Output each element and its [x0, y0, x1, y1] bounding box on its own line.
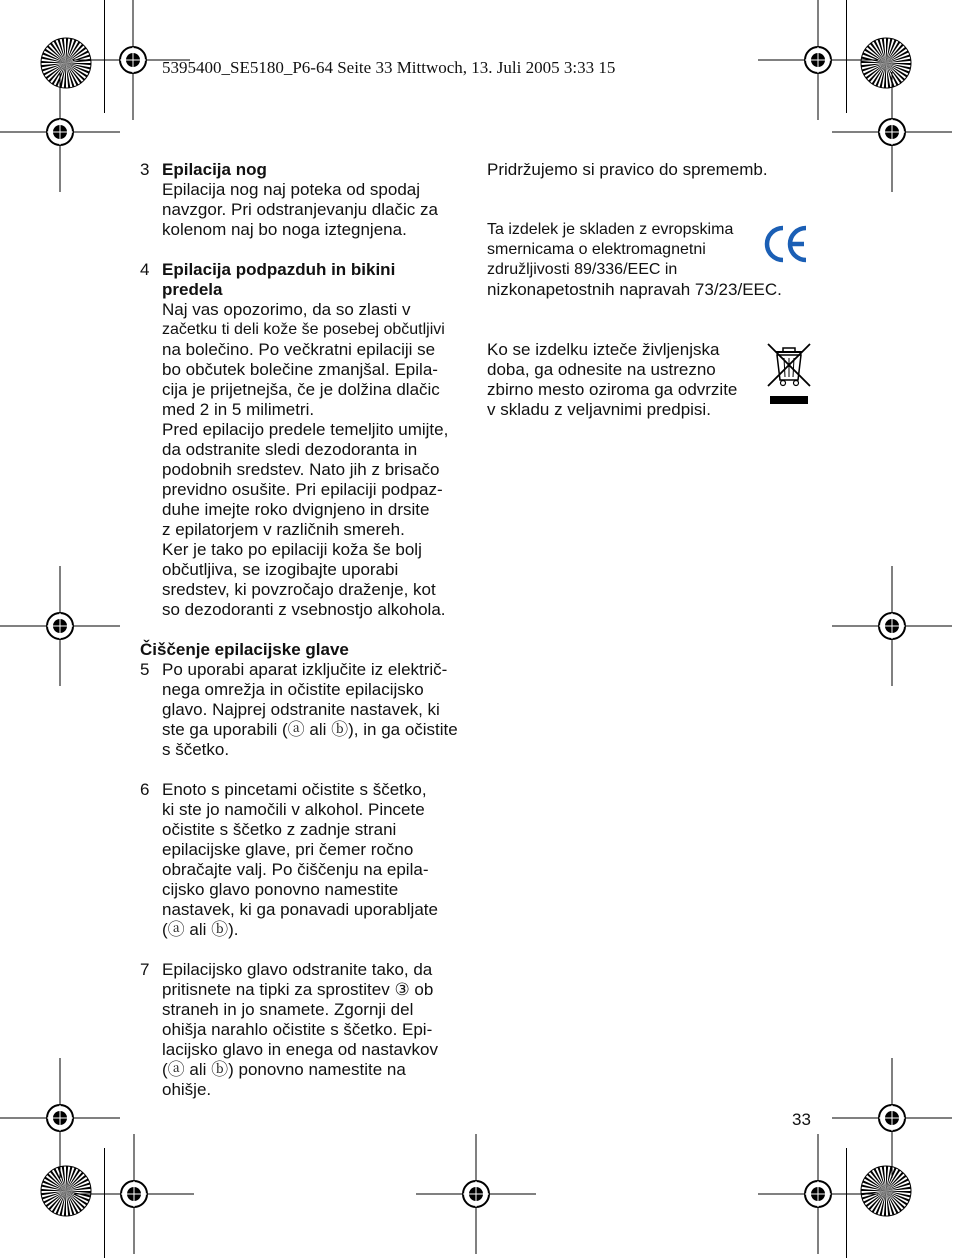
text-line: smernicama o elektromagnetni	[487, 241, 706, 258]
text-line: Enoto s pincetami očistite s ščetko,	[162, 780, 427, 799]
text-line: očistite s ščetko z zadnje strani	[162, 820, 397, 839]
text-line: začetku ti deli kože še posebej občutljivi	[162, 321, 445, 338]
text-line: da odstranite sledi dezodoranta in	[162, 440, 418, 459]
step-number: 6	[140, 780, 150, 799]
text-line: doba, ga odnesite na ustrezno	[487, 360, 716, 379]
text-line: ste ga uporabili (ⓐ ali ⓑ), in ga očistite	[162, 720, 458, 739]
text-line: Po uporabi aparat izključite iz električ-	[162, 660, 448, 679]
registration-mark-icon	[758, 1134, 878, 1254]
step-3	[140, 160, 470, 240]
step-title: Epilacija podpazduh in bikini	[162, 260, 396, 279]
text-line: v skladu z veljavnimi predpisi.	[487, 400, 711, 419]
step-number: 7	[140, 960, 150, 979]
text-line: cijsko glavo ponovno namestite	[162, 880, 399, 899]
step-title: predela	[162, 280, 223, 299]
text-line: Ko se izdelku izteče življenjska	[487, 340, 720, 359]
crossed-bin-icon	[766, 342, 812, 406]
text-line: Epilacijsko glavo odstranite tako, da	[162, 960, 433, 979]
step-5	[140, 660, 470, 760]
text-line: Pred epilacijo predele temeljito umijte,	[162, 420, 449, 439]
registration-mark-icon	[0, 566, 120, 686]
text-line: med 2 in 5 milimetri.	[162, 400, 315, 419]
section-heading: Čiščenje epilacijske glave	[140, 640, 349, 659]
step-number: 4	[140, 260, 150, 279]
text-line: zbirno mesto oziroma ga odvrzite	[487, 380, 738, 399]
changes-notice: Pridržujemo si pravico do sprememb.	[487, 160, 768, 179]
text-line: nizkonapetostnih napravah 73/23/EEC.	[487, 280, 782, 299]
text-line: bo občutek bolečine zmanjšal. Epila-	[162, 360, 438, 379]
step-6	[140, 780, 470, 940]
ce-mark-icon	[762, 222, 810, 266]
text-line: Ta izdelek je skladen z evropskima	[487, 221, 734, 238]
step-title: Epilacija nog	[162, 160, 267, 179]
text-line: lacijsko glavo in enega od nastavkov	[162, 1040, 438, 1059]
text-line: (ⓐ ali ⓑ) ponovno namestite na	[162, 1060, 406, 1079]
text-line: podobnih sredstev. Nato jih z brisačo	[162, 460, 440, 479]
text-line: kolenom naj bo noga iztegnjena.	[162, 220, 407, 239]
text-line: epilacijske glave, pri čemer ročno	[162, 840, 414, 859]
left-column	[140, 160, 470, 1100]
text-line: na bolečino. Po večkratni epilaciji se	[162, 340, 436, 359]
text-line: ohišje.	[162, 1080, 212, 1099]
text-line: Epilacija nog naj poteka od spodaj	[162, 180, 421, 199]
text-line: so dezodoranti z vsebnostjo alkohola.	[162, 600, 446, 619]
registration-mark-icon	[74, 1134, 194, 1254]
text-line: nega omrežja in očistite epilacijsko	[162, 680, 424, 699]
text-line: s ščetko.	[162, 740, 230, 759]
text-line: nastavek, ki ga ponavadi uporabljate	[162, 900, 438, 919]
registration-mark-icon	[832, 72, 952, 192]
text-line: Naj vas opozorimo, da so zlasti v	[162, 300, 411, 319]
text-line: cija je prijetnejša, če je dolžina dlačic	[162, 380, 440, 399]
text-line: sredstev, ki povzročajo draženje, kot	[162, 580, 436, 599]
text-line: duhe imejte roko dvignjeno in drsite	[162, 500, 430, 519]
text-line: (ⓐ ali ⓑ).	[162, 920, 239, 939]
text-line: previdno osušite. Pri epilaciji podpaz-	[162, 480, 443, 499]
text-line: združljivosti 89/336/EEC in	[487, 261, 678, 278]
text-line: Ker je tako po epilaciji koža še bolj	[162, 540, 422, 559]
text-line: ki ste jo namočili v alkohol. Pincete	[162, 800, 425, 819]
print-header: 5395400_SE5180_P6-64 Seite 33 Mittwoch, 13. Juli 2005 3:33 15	[162, 58, 616, 77]
step-number: 5	[140, 660, 150, 679]
text-line: pritisnete na tipki za sprostitev ③ ob	[162, 980, 434, 999]
registration-mark-icon	[832, 566, 952, 686]
text-line: straneh in jo snamete. Zgornji del	[162, 1000, 414, 1019]
text-line: navzgor. Pri odstranjevanju dlačic za	[162, 200, 438, 219]
step-7	[140, 960, 470, 1100]
svg-text:CE: CE	[762, 222, 764, 223]
text-line: ohišja narahlo očistite s ščetko. Epi-	[162, 1020, 433, 1039]
step-number: 3	[140, 160, 150, 179]
step-4	[140, 260, 470, 620]
registration-mark-icon	[416, 1134, 536, 1254]
text-line: z epilatorjem v različnih smereh.	[162, 520, 405, 539]
text-line: glavo. Najprej odstranite nastavek, ki	[162, 700, 440, 719]
page-number: 33	[792, 1110, 811, 1129]
right-column	[487, 160, 817, 180]
registration-mark-icon	[0, 72, 120, 192]
text-line: obračajte valj. Po čiščenju na epila-	[162, 860, 429, 879]
text-line: občutljiva, se izogibajte uporabi	[162, 560, 399, 579]
